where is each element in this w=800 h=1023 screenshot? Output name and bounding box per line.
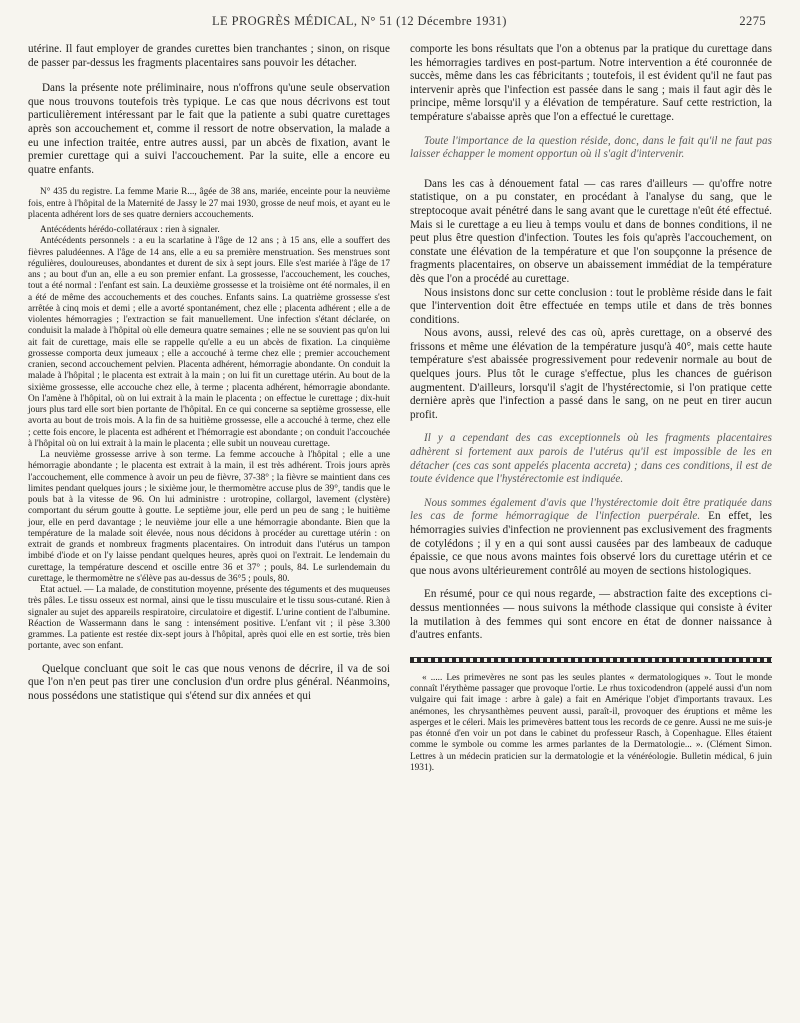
paragraph: Dans la présente note préliminaire, nous n'offrons qu'une seule observation que nous trouvons toutefois très typique. Le cas que nous décrivons est tout particulièrement intéressant par le fait que la patiente a subi quatre curettages après son accouchement et, comme il ressort de notre observation, la malade a eu une infection traitée, entre autres aussi, par un abcès de fixation, avant le premier curettage qui a suivi l'accouchement. Par la suite, elle a encore eu quatre enfants.: [28, 82, 390, 176]
paragraph: Quelque concluant que soit le cas que nous venons de décrire, il va de soi que l'on n'en peut pas tirer une conclusion d'un ordre plus général. Néanmoins, nous possédons une statistique qui s'étend sur dix années et qui: [28, 662, 390, 702]
paragraph-italic-part: Nous sommes également d'avis que l'hystérectomie doit être pratiquée dans les cas de forme hémorragique de l'infection puerpérale.: [410, 496, 772, 523]
running-header: [28, 14, 772, 33]
paragraph: En résumé, pour ce qui nous regarde, — abstraction faite des exceptions ci-dessus mentionnées — nous suivons la méthode classique qui consiste à éviter la mutilation à des femmes qui sont encore en état de donner naissance à d'autres enfants.: [410, 588, 772, 642]
observation-current-state: Etat actuel. — La malade, de constitution moyenne, présente des téguments et des muqueuses très pâles. Le tissu osseux est normal, ainsi que le tissu musculaire et le tissu sous-cutané. Rien à signaler au sujet des appareils respiratoire, circulatoire et digestif. L'urine contient de l'albumine. Réaction de Wassermann dans le sang : intensément positive. L'enfant vit ; il pèse 3.300 grammes. La patiente est restée dix-sept jours à l'hôpital, après quoi elle en est sortie, très bien portante, avec son enfant.: [28, 585, 390, 652]
left-column: [28, 43, 390, 774]
journal-title: LE PROGRÈS MÉDICAL, N° 51 (12 Décembre 1931): [212, 14, 507, 28]
observation-ninth: La neuvième grossesse arrive à son terme. La femme accouche à l'hôpital ; elle a une hémorragie abondante ; le placenta est extrait à la main, il est très adhérent. Trois jours après l'accouchement, elle commence à avoir un peu de fièvre, 37-38° ; la fièvre se maintient dans ces limites pendant quelques jours ; le sixième jour, le thermomètre accuse plus de 39°, tandis que le pouls bat à la vitesse de 96. On lui administre : urotropine, collargol, lavement (clystère) comportant du sérum goutte à goutte. Le septième jour, elle perd un peu de sang ; le huitième jour, elle en perd davantage ; le neuvième jour elle a une hémorragie abondante. Bien que la température de la malade soit élevée, nous nous décidons à procéder au curettage utérin : on extrait de grands et nombreux fragments placentaires. On introduit dans l'utérus un tampon imbibé d'iode et on l'y laisse pendant quelques heures, après quoi on l'extrait. Le lendemain du curettage, la température descend et oscille entre 36 et 37° ; pouls, 84. Le surlendemain du curettage, le thermomètre ne s'élève pas au-dessus de 36°5 ; pouls, 80.: [28, 450, 390, 584]
paragraph: comporte les bons résultats que l'on a obtenus par la pratique du curettage dans les hémorragies tardives en post-partum. Notre intervention a été couronnée de succès, même dans les cas fébricitants ; toutefois, il est évident qu'il ne faut pas intervenir après que l'infection est passée dans le sang ; mais il faut agir dès le principe, même lorsqu'il y a élévation de température. Sauf cette restriction, la température s'abaisse après que l'on a effectué le curettage.: [410, 43, 772, 123]
observation-personal: Antécédents personnels : a eu la scarlatine à l'âge de 12 ans ; à 15 ans, elle a souffert des fièvres paludéennes. A l'âge de 14 ans, elle a eu sa première menstruation. Ses menstrues sont régulières, douloureuses, abondantes et durent de six à sept jours. Elle s'est mariée à l'âge de 17 ans ; au bout d'un an, elle a eu son premier enfant. La grossesse, l'accouchement, les couches, tout a été normal : l'enfant est sain. La deuxième grossesse et la troisième ont été normales, il en a été de même des accouchements et des couches. Enfants sains. La quatrième grossesse s'est arrêtée à cinq mois et demi ; elle a avorté spontanément, chez elle ; placenta adhérent ; elle a de violentes hémorragies ; l'extraction se fait manuellement. Une infection s'étant déclarée, on conduisit la malade à l'hôpital où elle demeura quatre semaines ; elle ne se souvient pas qu'on lui ait fait de curettage, mais elle se rappelle qu'elle a eu un abcès de fixation. La cinquième grossesse comporta deux jumeaux ; elle a accouché à terme chez elle ; premier accouchement cranien, second accouchement pelvien. Placenta adhérent, hémorragie abondante. On conduit la malade à l'hôpital ; le placenta est extrait à la main ; on lui fit un curettage utérin. Au bout de la sixième grossesse, elle accouche chez elle, à terme ; placenta adhérent, hémorragie abondante. On l'amène à l'hôpital, où on lui extrait à la main le placenta ; on effectue le curettage ; dix-huit jours plus tard elle sort bien portante de l'hôpital. En ce qui concerne sa septième grossesse, elle avorta au bout de trois mois. A la fin de sa huitième grossesse, elle a accouché à terme, chez elle ; cette fois encore, le placenta est adhérent et l'hémorragie est abondante ; on conduit l'accouchée à l'hôpital où on lui extrait à la main le placenta ; elle subit un nouveau curettage.: [28, 236, 390, 449]
italic-paragraph: Il y a cependant des cas exceptionnels où les fragments placentaires adhèrent si fortement aux parois de l'utérus qu'il est impossible de les en détacher (ces cas sont appelés placenta accreta) ; dans ces conditions, il est de toute évidence que l'hystérectomie est indiquée.: [410, 432, 772, 486]
paragraph: [410, 497, 772, 579]
paragraph-roman-part: En effet, les hémorragies suivies d'infection ne proviennent pas exclusivement des fragments de cotylédons ; il y en a qui sont aussi causées par des lambeaux de caduque épaissie, ce que nous avons maintes fois observé lors du curettage utérin et ce que nous avons ultérieurement contrôlé au moyen de sections histologiques.: [410, 510, 773, 577]
paragraph: Dans les cas à dénouement fatal — cas rares d'ailleurs — qu'offre notre statistique, on a pu constater, en procédant à l'analyse du sang, que le streptocoque avait pénétré dans le sang avant que le curettage n'eût été effectué. Mais si le curettage a eu lieu à temps voulu et dans de bonnes conditions, il ne peut plus être question d'infection. Toutes les fois qu'après l'accouchement, on constate une élévation de la température et que l'on soupçonne la présence de fragments placentaires, on observe un abaissement immédiat de la température dès que l'on a procédé au curettage.: [410, 177, 772, 285]
paragraph: utérine. Il faut employer de grandes curettes bien tranchantes ; sinon, on risque de passer par-dessus les fragments placentaires sans pouvoir les détacher.: [28, 43, 390, 69]
paragraph: Nous insistons donc sur cette conclusion : tout le problème réside dans le fait que l'intervention doit être effectuée en temps utile et dans de très bonnes conditions.: [410, 286, 772, 326]
ornamental-divider: [410, 657, 772, 663]
quotation: « ..... Les primevères ne sont pas les seules plantes « dermatologiques ». Tout le monde connaît l'érythème passager que provoque l'ortie. Le rhus toxicodendron (appelé aussi d'un nom vulgaire qui fait image : arbre à gale) a fait en Amérique l'objet d'importants travaux. Les anémones, les chrysanthèmes peuvent aussi, paraît-il, provoquer des éruptions et même les asperges et le céleri. Mais les primevères battent tous les records de ce genre. Aussi ne me suis-je pas étonné d'en voir un pot dans le cabinet du professeur Rasch, à Copenhague. Elles étaient comme le symbole ou comme les armes parlantes de la Dermatologie... ». (Clément Simon. Lettres à un médecin praticien sur la dermatologie et la vénéréologie. Bulletin médical, 6 juin 1931).: [410, 672, 772, 773]
italic-paragraph: Toute l'importance de la question réside, donc, dans le fait qu'il ne faut pas laisser échapper le moment opportun où il s'agit d'intervenir.: [410, 134, 772, 161]
article-columns: [28, 43, 772, 774]
observation-heredo: Antécédents hérédo-collatéraux : rien à signaler.: [40, 225, 220, 236]
observation-intro: N° 435 du registre. La femme Marie R..., âgée de 38 ans, mariée, enceinte pour la neuvième fois, entre à l'hôpital de la Maternité de Jassy le 27 mai 1930, grosse de neuf mois, et ayant eu le placenta adhérent lors de ses quatre derniers accouchements.: [28, 187, 390, 220]
page-number: 2275: [739, 14, 766, 28]
paragraph: Nous avons, aussi, relevé des cas où, après curettage, on a observé des frissons et même une élévation de la température jusqu'à 40°, mais cette haute température s'est abaissée progressivement pour redevenir normale au bout de quelques jours. Plus tôt le curage s'effectue, plus les chances de guérison augmentent. D'ailleurs, lorsqu'il s'agit de l'hystérectomie, si l'on pratique cette dernière après que l'infection a passé dans le sang, on ne peut en tirer aucun profit.: [410, 327, 772, 421]
right-column: [410, 43, 772, 774]
